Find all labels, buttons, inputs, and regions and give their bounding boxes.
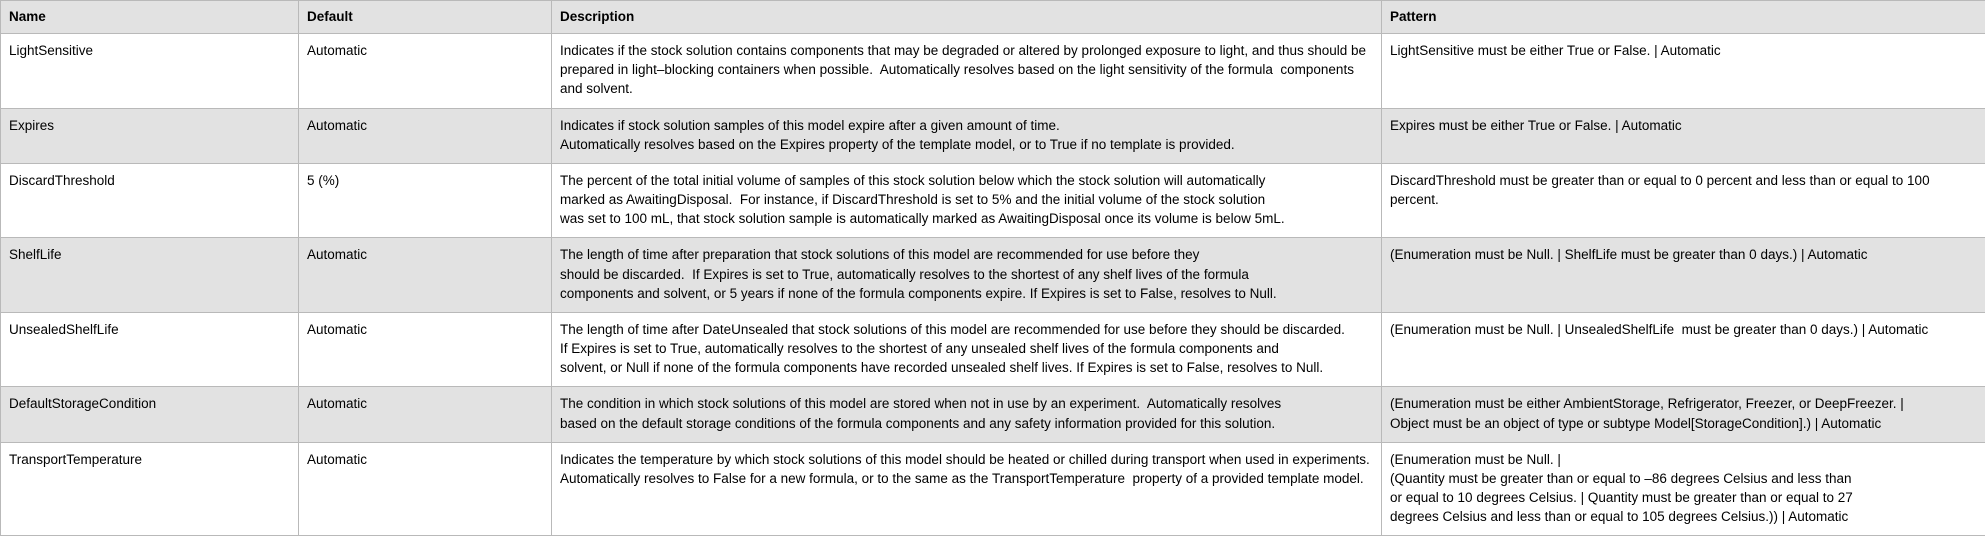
cell-default: Automatic [299, 238, 552, 312]
table-header [1, 1, 1985, 34]
text-line: (Enumeration must be Null. | UnsealedShelfLife must be greater than 0 days.) | Automatic [1390, 320, 1977, 339]
text-line: (Enumeration must be Null. | [1390, 450, 1977, 469]
text-line: Indicates if stock solution samples of this model expire after a given amount of time. [560, 116, 1373, 135]
cell-description [552, 108, 1382, 163]
text-line: should be discarded. If Expires is set to True, automatically resolves to the shortest of any shelf lives of the formula [560, 265, 1373, 284]
cell-description [552, 163, 1382, 237]
cell-pattern [1382, 108, 1985, 163]
cell-pattern [1382, 238, 1985, 312]
cell-description [552, 238, 1382, 312]
text-line: The condition in which stock solutions of this model are stored when not in use by an experiment. Automatically resolves [560, 394, 1373, 413]
text-line: (Quantity must be greater than or equal to –86 degrees Celsius and less than [1390, 469, 1977, 488]
column-header-default: Default [299, 1, 552, 34]
cell-name: DiscardThreshold [1, 163, 299, 237]
table-row [1, 442, 1985, 536]
text-line: The length of time after DateUnsealed that stock solutions of this model are recommended for use before they should be discarded. [560, 320, 1373, 339]
text-line: based on the default storage conditions of the formula components and any safety information provided for this solution. [560, 414, 1373, 433]
text-line: degrees Celsius and less than or equal to 105 degrees Celsius.)) | Automatic [1390, 507, 1977, 526]
text-line: Object must be an object of type or subtype Model[StorageCondition].) | Automatic [1390, 414, 1977, 433]
text-line: If Expires is set to True, automatically resolves to the shortest of any unsealed shelf lives of the formula components and [560, 339, 1373, 358]
cell-name: DefaultStorageCondition [1, 387, 299, 442]
text-line: (Enumeration must be either AmbientStorage, Refrigerator, Freezer, or DeepFreezer. | [1390, 394, 1977, 413]
cell-description [552, 34, 1382, 108]
text-line: components and solvent, or 5 years if none of the formula components expire. If Expires is set to False, resolves to Null. [560, 284, 1373, 303]
table-header-row [1, 1, 1985, 34]
table-body [1, 34, 1985, 536]
cell-default: Automatic [299, 312, 552, 386]
column-header-name: Name [1, 1, 299, 34]
cell-pattern [1382, 163, 1985, 237]
table-row [1, 312, 1985, 386]
table-row [1, 387, 1985, 442]
cell-name: ShelfLife [1, 238, 299, 312]
table-row [1, 108, 1985, 163]
table-row [1, 34, 1985, 108]
cell-name: TransportTemperature [1, 442, 299, 536]
text-line: Automatically resolves to False for a new formula, or to the same as the TransportTemperature property of a provided template model. [560, 469, 1373, 488]
cell-default: Automatic [299, 34, 552, 108]
table-row [1, 163, 1985, 237]
text-line: solvent, or Null if none of the formula components have recorded unsealed shelf lives. If Expires is set to False, resolves to Null. [560, 358, 1373, 377]
text-line: DiscardThreshold must be greater than or equal to 0 percent and less than or equal to 100 percent. [1390, 171, 1977, 209]
cell-default: Automatic [299, 442, 552, 536]
text-line: Automatically resolves based on the Expires property of the template model, or to True if no template is provided. [560, 135, 1373, 154]
cell-name: UnsealedShelfLife [1, 312, 299, 386]
cell-default: 5 (%) [299, 163, 552, 237]
table-row [1, 238, 1985, 312]
text-line: LightSensitive must be either True or False. | Automatic [1390, 41, 1977, 60]
cell-description [552, 387, 1382, 442]
text-line: The percent of the total initial volume of samples of this stock solution below which the stock solution will automatically [560, 171, 1373, 190]
text-line: marked as AwaitingDisposal. For instance, if DiscardThreshold is set to 5% and the initial volume of the stock solution [560, 190, 1373, 209]
cell-pattern [1382, 34, 1985, 108]
cell-name: Expires [1, 108, 299, 163]
cell-default: Automatic [299, 108, 552, 163]
text-line: Indicates the temperature by which stock solutions of this model should be heated or chilled during transport when used in experiments. [560, 450, 1373, 469]
text-line: Indicates if the stock solution contains components that may be degraded or altered by prolonged exposure to light, and thus should be [560, 41, 1373, 60]
cell-description [552, 312, 1382, 386]
text-line: The length of time after preparation that stock solutions of this model are recommended for use before they [560, 245, 1373, 264]
column-header-description: Description [552, 1, 1382, 34]
cell-default: Automatic [299, 387, 552, 442]
text-line: was set to 100 mL, that stock solution sample is automatically marked as AwaitingDisposal once its volume is below 5mL. [560, 209, 1373, 228]
cell-pattern [1382, 387, 1985, 442]
cell-name: LightSensitive [1, 34, 299, 108]
cell-pattern [1382, 442, 1985, 536]
cell-description [552, 442, 1382, 536]
column-header-pattern: Pattern [1382, 1, 1985, 34]
text-line: prepared in light–blocking containers when possible. Automatically resolves based on the light sensitivity of the formula components and solvent. [560, 60, 1373, 98]
text-line: Expires must be either True or False. | Automatic [1390, 116, 1977, 135]
text-line: or equal to 10 degrees Celsius. | Quantity must be greater than or equal to 27 [1390, 488, 1977, 507]
cell-pattern [1382, 312, 1985, 386]
text-line: (Enumeration must be Null. | ShelfLife must be greater than 0 days.) | Automatic [1390, 245, 1977, 264]
